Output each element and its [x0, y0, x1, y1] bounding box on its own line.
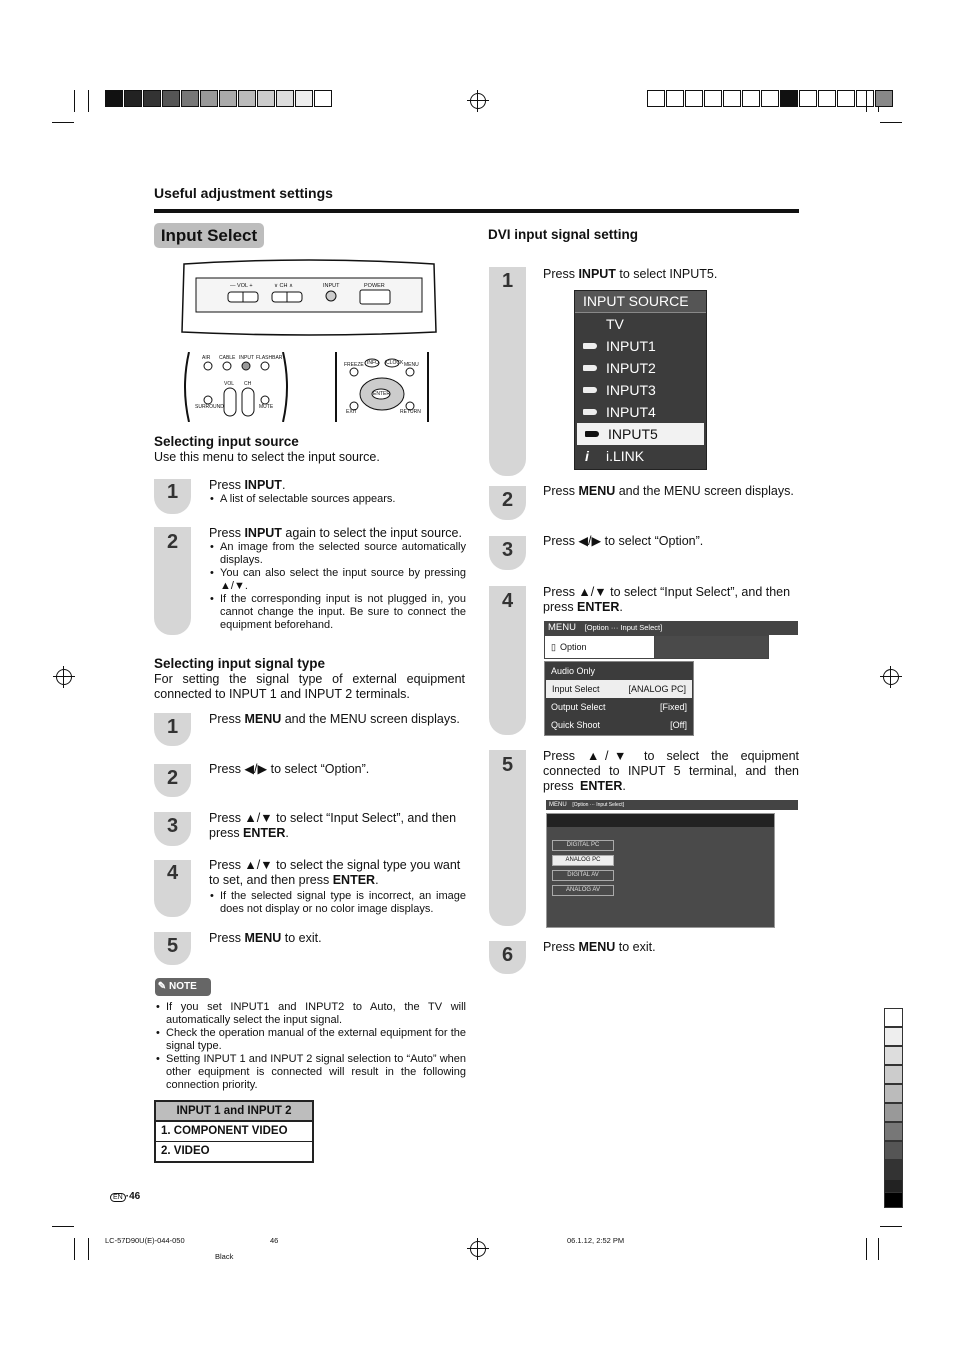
step-key: ENTER [577, 600, 620, 614]
plug-icon [583, 409, 597, 415]
footer-date: 06.1.12, 2:52 PM [567, 1236, 625, 1245]
step-text: to select INPUT5. [615, 267, 718, 281]
step-number: 2 [501, 489, 514, 511]
remote-info-label: INFO [367, 360, 379, 366]
menu-bar-path: [Option ··· Input Select] [584, 623, 663, 632]
option-icon: ▯ [551, 642, 556, 652]
menu-row-value: [Fixed] [659, 702, 687, 712]
source-item-label: i.LINK [606, 448, 645, 464]
step-content [209, 712, 466, 727]
step-text: . [375, 873, 379, 887]
step-content [209, 858, 466, 916]
step-text: . [285, 826, 289, 840]
selecting-input-source-intro: Use this menu to select the input source. [154, 450, 380, 464]
step-text: and the MENU screen displays. [281, 712, 460, 726]
menu-row-label: Quick Shoot [551, 720, 601, 730]
step-key: INPUT [578, 267, 616, 281]
option-digital-av[interactable]: DIGITAL AV [552, 870, 614, 881]
option-menu-list [544, 661, 694, 736]
selecting-input-source-heading: Selecting input source [154, 434, 299, 449]
page-title: Input Select [154, 223, 264, 248]
step-content [543, 267, 799, 282]
step-number: 1 [501, 270, 514, 292]
step-number: 3 [501, 539, 514, 561]
power-label: POWER [364, 283, 385, 289]
pencil-icon: ✎ [157, 981, 167, 992]
menu-bar-label: MENU [548, 622, 576, 633]
step-key: MENU [578, 484, 616, 498]
remote-air-label: AIR [202, 355, 211, 361]
selecting-signal-type-intro: For setting the signal type of external equipment connected to INPUT 1 and INPUT 2 terminals. [154, 672, 465, 701]
footer-file: LC-57D90U(E)-044-050 [105, 1236, 185, 1245]
step-text: Press [543, 484, 579, 498]
menu-bar-path: [Option ··· Input Select] [572, 802, 625, 808]
step-tab [489, 267, 526, 476]
step-number: 5 [166, 935, 179, 957]
step-content [543, 749, 799, 794]
step-key: ENTER [243, 826, 286, 840]
color-bar-left [105, 90, 333, 107]
option-analog-pc[interactable]: ANALOG PC [552, 855, 614, 866]
source-item-label: INPUT1 [606, 338, 656, 354]
menu-bar-label: MENU [549, 802, 567, 808]
tv-control-panel-illustration [180, 258, 438, 336]
menu-row-output-select[interactable] [545, 698, 693, 716]
menu-row-label: Input Select [552, 684, 600, 694]
remote-return-label: RETURN [400, 409, 421, 415]
priority-table-header: INPUT 1 and INPUT 2 [156, 1102, 312, 1122]
step-content: Press ◀/▶ to select “Option”. [543, 534, 704, 548]
remote-flashbar-label: FLASHBAR [256, 355, 283, 361]
step-text: . [619, 600, 623, 614]
step-bullet: • A list of selectable sources appears. [220, 493, 466, 506]
remote-mute-label: MUTE [259, 404, 274, 410]
step-number: 2 [166, 767, 179, 789]
source-item-label: TV [606, 316, 624, 332]
remote-cable-label: CABLE [219, 355, 236, 361]
plug-icon [585, 431, 599, 437]
ilink-icon: i [585, 448, 589, 464]
step-key: ENTER [580, 779, 623, 793]
step-number: 1 [166, 481, 179, 503]
priority-table [154, 1100, 314, 1163]
dvi-heading: DVI input signal setting [488, 227, 639, 242]
input-label: INPUT [323, 283, 340, 289]
step-text: . [281, 478, 286, 492]
registration-crosshair-icon [470, 1241, 486, 1257]
section-header: Useful adjustment settings [154, 185, 333, 201]
source-item-ilink[interactable] [575, 445, 706, 467]
priority-table-row: 2. VIDEO [156, 1141, 312, 1161]
menu-bar [544, 621, 798, 635]
step-content [209, 811, 466, 841]
source-item-input4[interactable] [575, 401, 706, 423]
source-item-input5[interactable] [577, 423, 704, 445]
step-text: and the MENU screen displays. [615, 484, 794, 498]
step-text: . [622, 779, 626, 793]
remote-vol-label: VOL [224, 381, 235, 387]
plug-icon [583, 365, 597, 371]
source-item-label: INPUT3 [606, 382, 656, 398]
step-key: MENU [578, 940, 616, 954]
remote-illustration-left [181, 352, 291, 422]
plug-icon [583, 343, 597, 349]
source-item-input1[interactable] [575, 335, 706, 357]
menu-row-value: [ANALOG PC] [628, 684, 686, 694]
step-content [543, 484, 799, 499]
note-item: • If you set INPUT1 and INPUT2 to Auto, the TV will automatically select the input signal. [166, 1001, 466, 1027]
step-content [209, 526, 466, 632]
source-item-label: INPUT5 [608, 426, 658, 442]
step-text: to exit. [281, 931, 322, 945]
remote-input-label: INPUT [239, 355, 254, 361]
menu-row-quick-shoot[interactable] [545, 716, 693, 734]
source-item-input2[interactable] [575, 357, 706, 379]
step-content [543, 585, 799, 615]
step-text: Press ▲/▼ to select the equipment connected to INPUT 5 terminal, and then press [543, 749, 799, 793]
option-tab-label: Option [559, 642, 587, 652]
source-item-label: INPUT4 [606, 404, 656, 420]
step-bullet: • An image from the selected source automatically displays. [220, 541, 466, 567]
step-key: ENTER [332, 873, 376, 887]
menu-row-value: [Off] [670, 720, 687, 730]
page-number: EN ·46 [110, 1191, 140, 1202]
source-item-label: INPUT2 [606, 360, 656, 376]
registration-crosshair-icon [883, 669, 899, 685]
step-number: 5 [501, 754, 514, 776]
footer-color: Black [215, 1252, 234, 1261]
step-content [543, 940, 799, 955]
step-content [209, 931, 466, 946]
remote-enter-label: ENTER [373, 391, 390, 397]
step-bullet: • If the corresponding input is not plugged in, you cannot change the input. Be sure to connect the equipment beforehand. [220, 593, 466, 632]
remote-exit-label: EXIT [346, 409, 358, 415]
remote-menu-label: MENU [404, 362, 419, 368]
step-content: Press ◀/▶ to select “Option”. [209, 762, 370, 776]
note-item: • Setting INPUT 1 and INPUT 2 signal selection to “Auto” when other equipment is connected will result in the following connection priority. [166, 1053, 466, 1092]
step-number: 3 [166, 815, 179, 837]
step-number: 4 [166, 862, 179, 884]
page-number-value: 46 [129, 1191, 141, 1202]
step-text: Press ▲/▼ to select “Input Select”, and then press [543, 585, 791, 614]
source-item-tv[interactable] [575, 313, 706, 335]
step-text: Press [543, 267, 579, 281]
input-type-menu [546, 813, 775, 928]
step-key: MENU [244, 712, 282, 726]
header-rule [154, 209, 799, 213]
remote-freeze-label: FREEZE [344, 362, 364, 368]
step-bullet: • You can also select the input source by pressing ▲/▼. [220, 567, 466, 593]
priority-table-row: 1. COMPONENT VIDEO [161, 1125, 288, 1137]
menu-row-label: Output Select [551, 702, 606, 712]
remote-ch-label: CH [244, 381, 252, 387]
source-item-input3[interactable] [575, 379, 706, 401]
step-text: Press [209, 478, 245, 492]
option-analog-av[interactable]: ANALOG AV [552, 885, 614, 896]
note-item: • Check the operation manual of the external equipment for the signal type. [166, 1027, 466, 1053]
step-text: Press ▲/▼ to select the signal type you want to set, and then press [209, 858, 461, 887]
ch-label: ∨ CH ∧ [274, 283, 294, 289]
remote-iclock-label: iCLOCK [385, 360, 404, 366]
footer-page: 46 [270, 1236, 279, 1245]
note-label: NOTE [169, 981, 197, 992]
menu-row-input-select[interactable] [546, 680, 692, 698]
menu-tab-strip [654, 635, 769, 659]
registration-crosshair-icon [470, 93, 486, 109]
selecting-signal-type-heading: Selecting input signal type [154, 656, 326, 671]
option-tab[interactable] [544, 635, 656, 659]
color-bar-right [647, 90, 894, 107]
step-content [209, 478, 466, 506]
step-text: Press [209, 526, 245, 540]
menu-row-label: Audio Only [551, 666, 596, 676]
vol-label: — VOL + [230, 283, 253, 289]
remote-surround-label: SURROUND [195, 404, 224, 410]
menu-title-strip [547, 814, 774, 827]
menu-bar-small [546, 800, 798, 810]
note-badge [155, 978, 211, 996]
step-key: MENU [244, 931, 282, 945]
step-number: 1 [166, 716, 179, 738]
option-digital-pc[interactable]: DIGITAL PC [552, 840, 614, 851]
registration-crosshair-icon [56, 669, 72, 685]
step-number: 2 [166, 531, 179, 553]
step-text: Press [209, 931, 245, 945]
step-text: Press ▲/▼ to select “Input Select”, and then press [209, 811, 457, 840]
step-text: again to select the input source. [281, 526, 462, 540]
notes-list [155, 1001, 466, 1092]
step-number: 6 [501, 944, 514, 966]
remote-illustration-right [334, 352, 430, 422]
step-bullet: • If the selected signal type is incorrect, an image does not display or no color image displays. [220, 890, 466, 916]
step-text: Press [209, 712, 245, 726]
step-text: Press [543, 940, 579, 954]
step-key: INPUT [244, 478, 282, 492]
step-key: INPUT [244, 526, 282, 540]
input-source-menu [574, 290, 707, 470]
step-text: to exit. [615, 940, 656, 954]
input-source-menu-title: INPUT SOURCE [575, 291, 706, 313]
language-badge: EN [110, 1193, 126, 1202]
step-number: 4 [501, 590, 514, 612]
plug-icon [583, 387, 597, 393]
menu-row-audio-only[interactable] [545, 662, 693, 680]
